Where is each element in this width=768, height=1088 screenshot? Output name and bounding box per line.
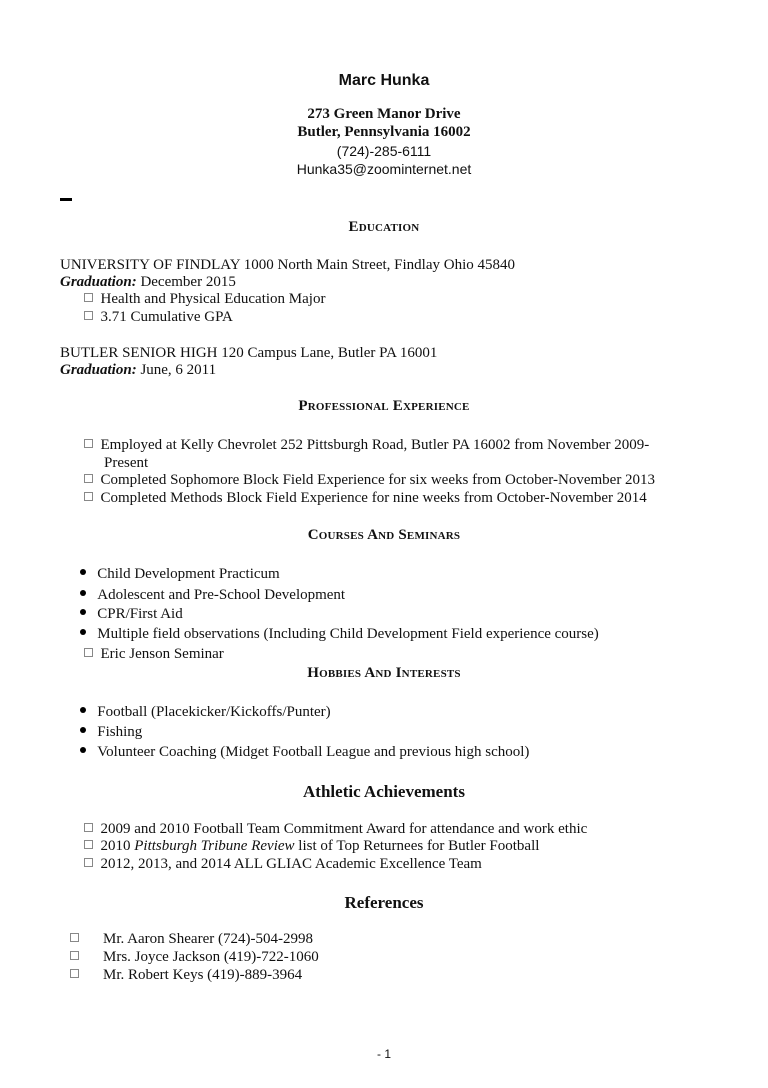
list-item [84, 646, 224, 663]
list-item [80, 566, 280, 583]
item-text: Multiple field observations (Including Child Development Field experience course) [97, 626, 599, 642]
checkbox-icon [84, 439, 93, 448]
checkbox-icon [84, 492, 93, 501]
list-item [70, 949, 319, 966]
item-text: Mr. Robert Keys (419)-889-3964 [103, 967, 303, 983]
list-item [84, 856, 482, 873]
graduation-label: Graduation: [60, 362, 137, 378]
school2-line: BUTLER SENIOR HIGH 120 Campus Lane, Butler PA 16001 [60, 345, 438, 361]
checkbox-icon [84, 823, 93, 832]
item-text: Employed at Kelly Chevrolet 252 Pittsburgh Road, Butler PA 16002 from November 2009- [100, 437, 650, 453]
item-text: Football (Placekicker/Kickoffs/Punter) [97, 704, 331, 720]
checkbox-icon [84, 293, 93, 302]
graduation-value: June, 6 2011 [136, 362, 217, 378]
school1-line: UNIVERSITY OF FINDLAY 1000 North Main Street, Findlay Ohio 45840 [60, 257, 515, 273]
item-text: 2009 and 2010 Football Team Commitment Award for attendance and work ethic [100, 821, 588, 837]
bullet-icon [80, 707, 86, 713]
bullet-icon [80, 747, 86, 753]
list-item [80, 704, 331, 721]
list-item [80, 626, 599, 643]
list-item [70, 967, 302, 984]
list-item [80, 744, 529, 761]
checkbox-icon [84, 648, 93, 657]
list-item [80, 724, 142, 741]
bullet-icon [80, 609, 86, 615]
list-item [84, 490, 647, 507]
dash-mark [60, 198, 72, 201]
resume-name: Marc Hunka [338, 72, 430, 89]
item-text: Eric Jenson Seminar [100, 646, 224, 662]
list-item [84, 437, 649, 454]
athletic-heading: Athletic Achievements [303, 782, 465, 801]
courses-heading: Courses And Seminars [307, 527, 461, 543]
graduation-value: December 2015 [136, 274, 236, 290]
checkbox-icon [84, 840, 93, 849]
item-text-italic: Pittsburgh Tribune Review [134, 838, 295, 854]
education-heading: Education [348, 219, 420, 235]
item-text-continued: Present [104, 455, 149, 471]
list-item [80, 587, 345, 604]
item-text: Volunteer Coaching (Midget Football League and previous high school) [97, 744, 530, 760]
checkbox-icon [84, 858, 93, 867]
item-text: 3.71 Cumulative GPA [100, 309, 233, 325]
checkbox-icon [70, 951, 79, 960]
list-item [84, 291, 325, 308]
checkbox-icon [84, 311, 93, 320]
list-item [80, 606, 183, 623]
list-item [84, 472, 655, 489]
item-text: list of Top Returnees for Butler Football [294, 838, 540, 854]
item-text: 2012, 2013, and 2014 ALL GLIAC Academic Excellence Team [100, 856, 482, 872]
bullet-icon [80, 727, 86, 733]
checkbox-icon [84, 474, 93, 483]
checkbox-icon [70, 933, 79, 942]
list-item [84, 821, 587, 838]
checkbox-icon [70, 969, 79, 978]
item-text: Mrs. Joyce Jackson (419)-722-1060 [103, 949, 319, 965]
list-item [84, 838, 539, 855]
graduation-label: Graduation: [60, 274, 137, 290]
item-text: Child Development Practicum [97, 566, 280, 582]
email-address[interactable]: Hunka35@zoominternet.net [296, 161, 472, 177]
list-item [70, 931, 313, 948]
list-item [84, 309, 233, 326]
school1-graduation [60, 274, 236, 291]
page-number: - 1 [376, 1047, 391, 1061]
item-text: 2010 [100, 838, 135, 854]
references-heading: References [344, 893, 424, 912]
bullet-icon [80, 569, 86, 575]
item-text: Adolescent and Pre-School Development [97, 587, 346, 603]
item-text: Fishing [97, 724, 143, 740]
city-state-zip: Butler, Pennsylvania 16002 [297, 124, 471, 140]
bullet-icon [80, 629, 86, 635]
street-address: 273 Green Manor Drive [307, 106, 461, 122]
item-text: Health and Physical Education Major [100, 291, 326, 307]
item-text: Completed Sophomore Block Field Experience for six weeks from October-November 2013 [100, 472, 656, 488]
school2-graduation [60, 362, 216, 379]
item-text: Completed Methods Block Field Experience for nine weeks from October-November 2014 [100, 490, 647, 506]
bullet-icon [80, 590, 86, 596]
item-text: Mr. Aaron Shearer (724)-504-2998 [103, 931, 313, 947]
experience-heading: Professional Experience [298, 398, 470, 414]
item-text: CPR/First Aid [97, 606, 183, 622]
hobbies-heading: Hobbies And Interests [307, 665, 461, 681]
phone-number: (724)-285-6111 [336, 143, 432, 159]
